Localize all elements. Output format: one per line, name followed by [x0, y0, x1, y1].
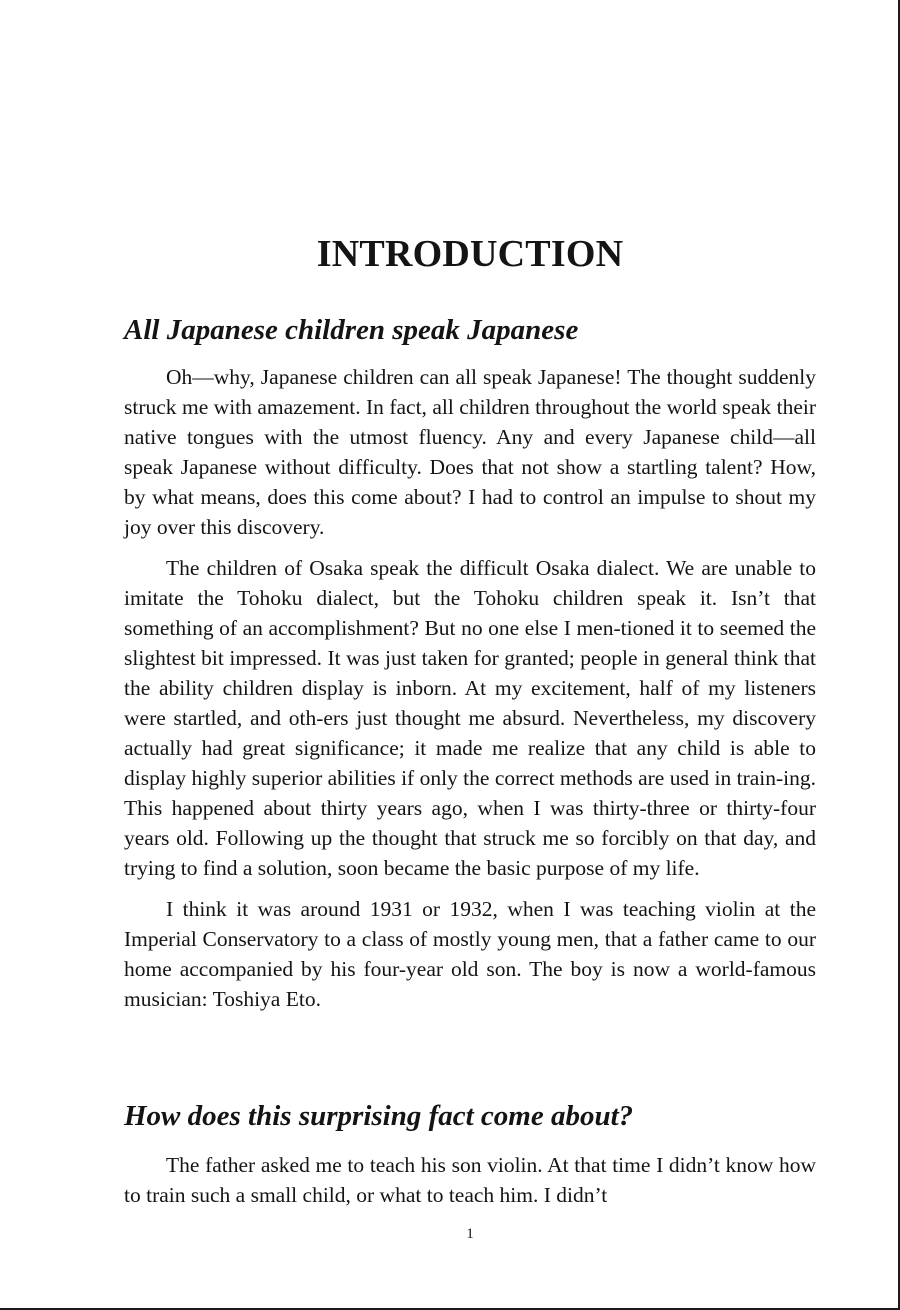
page-number: 1 — [466, 1226, 474, 1242]
chapter-title: INTRODUCTION — [316, 233, 624, 275]
paragraph: Oh—why, Japanese children can all speak Japanese! The thought suddenly struck me with amazement. In fact, all children throughout the world speak their native tongues with the utmost fluency. Any and every Japanese child—all speak Japanese without difficulty. Does that not show a startling talent? How, by what means, does this come about? I had to control an impulse to shout my joy over this discovery. — [124, 365, 816, 539]
section-heading: All Japanese children speak Japanese — [124, 314, 579, 346]
section-body — [124, 1150, 816, 1210]
section-body — [124, 362, 816, 1014]
paragraph: The father asked me to teach his son violin. At that time I didn’t know how to train such a small child, or what to teach him. I didn’t — [124, 1153, 816, 1207]
section-heading: How does this surprising fact come about? — [124, 1100, 634, 1132]
paragraph: I think it was around 1931 or 1932, when I was teaching violin at the Imperial Conservatory to a class of mostly young men, that a father came to our home accompanied by his four-year old son. The boy is now a world-famous musician: Toshiya Eto. — [124, 897, 816, 1011]
paragraph: The children of Osaka speak the difficult Osaka dialect. We are unable to imitate the Tohoku dialect, but the Tohoku children speak it. Isn’t that something of an accomplishment? But no one else I men-tioned it to seemed the slightest bit impressed. It was just taken for granted; people in general think that the ability children display is inborn. At my excitement, half of my listeners were startled, and oth-ers just thought me absurd. Nevertheless, my discovery actually had great significance; it made me realize that any child is able to display highly superior abilities if only the correct methods are used in train-ing. This happened about thirty years ago, when I was thirty-three or thirty-four years old. Following up the thought that struck me so forcibly on that day, and trying to find a solution, soon became the basic purpose of my life. — [124, 556, 817, 880]
